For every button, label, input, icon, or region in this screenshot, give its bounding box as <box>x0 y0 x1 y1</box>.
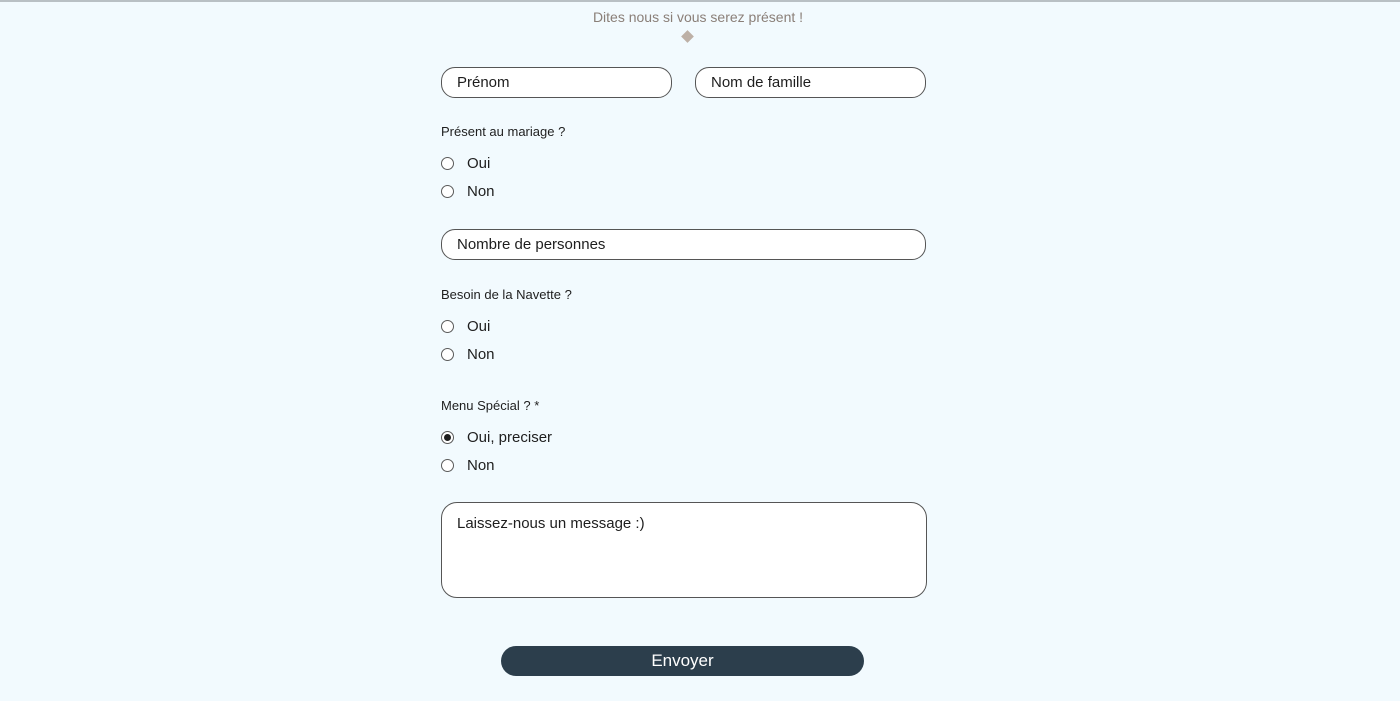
menu-label: Menu Spécial ? * <box>441 398 540 413</box>
shuttle-label: Besoin de la Navette ? <box>441 287 572 302</box>
attendance-option-label: Non <box>467 182 495 200</box>
radio-button[interactable] <box>441 185 454 198</box>
shuttle-option-label: Oui <box>467 317 491 335</box>
submit-button[interactable]: Envoyer <box>501 646 864 676</box>
menu-option-label: Oui, preciser <box>467 428 553 446</box>
diamond-icon <box>681 30 694 43</box>
top-border <box>0 0 1400 2</box>
message-textarea[interactable]: Laissez-nous un message :) <box>441 502 927 598</box>
shuttle-option-non[interactable] <box>441 344 495 364</box>
menu-option-oui[interactable] <box>441 427 552 447</box>
attendance-option-non[interactable] <box>441 181 495 201</box>
radio-button[interactable] <box>441 459 454 472</box>
shuttle-option-label: Non <box>467 345 495 363</box>
last-name-field[interactable]: Nom de famille <box>695 67 926 98</box>
menu-option-non[interactable] <box>441 455 495 475</box>
attendance-label: Présent au mariage ? <box>441 124 566 139</box>
menu-option-label: Non <box>467 456 495 474</box>
radio-button[interactable] <box>441 157 454 170</box>
radio-button[interactable] <box>441 348 454 361</box>
form-subtitle: Dites nous si vous serez présent ! <box>592 9 804 25</box>
radio-button-selected[interactable] <box>441 431 454 444</box>
attendance-option-label: Oui <box>467 154 491 172</box>
guests-count-field[interactable]: Nombre de personnes <box>441 229 926 260</box>
shuttle-option-oui[interactable] <box>441 316 490 336</box>
first-name-field[interactable]: Prénom <box>441 67 672 98</box>
attendance-option-oui[interactable] <box>441 153 490 173</box>
radio-button[interactable] <box>441 320 454 333</box>
